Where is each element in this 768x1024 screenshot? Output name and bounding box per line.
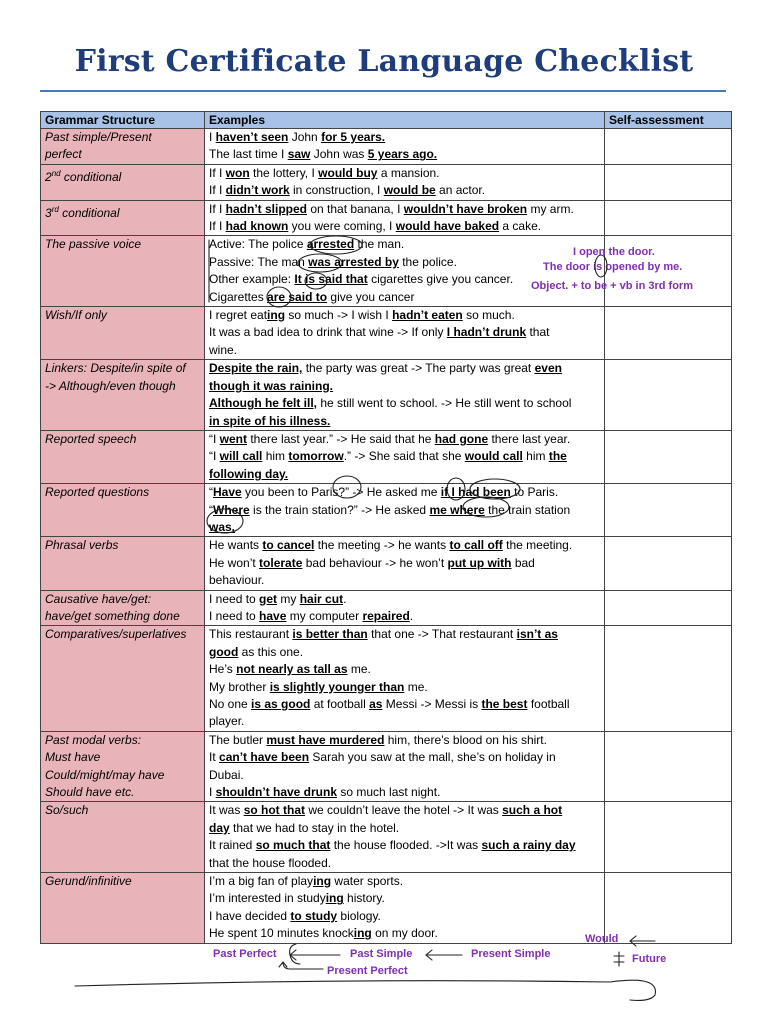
highlighted-structure: is slightly younger than — [269, 679, 405, 694]
example-text: “I — [209, 449, 220, 464]
example-text: “ — [209, 502, 213, 517]
example-text: bad — [511, 555, 535, 570]
example-text: Sarah you saw at the mall, she’s on holiday in — [309, 750, 556, 765]
example-text: Other example: — [209, 272, 295, 287]
highlighted-structure: arrested — [306, 237, 355, 252]
examples-cell — [205, 731, 605, 802]
example-line — [209, 324, 600, 341]
highlighted-structure: isn’t as — [516, 627, 558, 642]
highlighted-structure: would call — [464, 449, 523, 464]
annotation-past-simple: Past Simple — [350, 948, 413, 960]
example-text: If I — [209, 165, 226, 180]
grammar-structure-label: Gerund/infinitive — [45, 874, 132, 889]
highlighted-structure: ing — [325, 891, 344, 906]
example-text: the lottery, I — [249, 165, 319, 180]
highlighted-structure: would buy — [318, 165, 378, 180]
grammar-structure-cell — [41, 164, 205, 200]
table-row — [41, 731, 732, 802]
highlighted-structure: was arrested by — [308, 254, 399, 269]
example-text: on that banana, I — [307, 201, 404, 216]
table-row — [41, 164, 732, 200]
annotation-present-perfect: Present Perfect — [327, 965, 408, 977]
highlighted-structure: the — [548, 449, 567, 464]
highlighted-structure: following day. — [209, 466, 289, 481]
example-text: a mansion. — [377, 165, 440, 180]
example-text: No one — [209, 697, 252, 711]
example-text: the house flooded. ->It was — [330, 838, 482, 853]
highlighted-structure: must have murdered — [266, 732, 385, 747]
checklist-table — [40, 111, 732, 944]
example-text: John — [288, 130, 322, 144]
example-text: give you cancer — [327, 289, 415, 304]
example-line — [209, 378, 600, 395]
example-text: Dubai. — [209, 767, 244, 782]
examples-cell — [205, 802, 605, 873]
grammar-structure-label: 2nd conditional — [45, 168, 122, 184]
highlighted-structure: day — [209, 820, 230, 835]
grammar-structure-cell — [41, 802, 205, 873]
example-line — [209, 555, 600, 572]
examples-cell — [205, 200, 605, 236]
example-text: I’m interested in study — [209, 891, 326, 906]
grammar-structure-cell — [41, 307, 205, 360]
highlighted-structure: would be — [383, 183, 436, 198]
arrow-mark — [614, 952, 624, 966]
example-line — [209, 767, 600, 784]
example-text: you were coming, I — [288, 219, 396, 234]
example-text: a cake. — [499, 219, 542, 234]
example-line — [209, 360, 600, 377]
grammar-structure-label: Must have — [45, 750, 101, 765]
example-text: It was — [209, 803, 244, 818]
highlighted-structure: ing — [313, 874, 332, 889]
example-text: the man. — [354, 237, 405, 252]
example-text: bad behaviour -> he won’t — [302, 555, 448, 570]
example-line — [209, 519, 600, 536]
examples-cell — [205, 129, 605, 165]
example-text: It rained — [209, 838, 256, 853]
example-text: Passive: The man — [209, 254, 309, 269]
example-text: he still went to school. -> He still went to school — [317, 396, 572, 411]
example-line — [209, 608, 600, 625]
example-line — [209, 201, 600, 218]
highlighted-structure: tolerate — [259, 555, 303, 570]
example-text: behaviour. — [209, 573, 265, 588]
example-line — [209, 644, 600, 661]
example-text: me. — [347, 662, 371, 677]
example-text: “ — [209, 485, 213, 500]
highlighted-structure: went — [219, 431, 248, 446]
highlighted-structure: will call — [219, 449, 263, 464]
example-text: . — [343, 591, 347, 606]
example-text: I have decided — [209, 908, 291, 923]
example-line — [209, 448, 600, 465]
example-line — [209, 908, 600, 925]
self-assessment-cell[interactable] — [605, 360, 732, 431]
highlighted-structure: repaired — [362, 608, 410, 623]
example-line — [209, 591, 600, 608]
example-text: I need to — [209, 591, 260, 606]
highlighted-structure: Have — [213, 485, 242, 500]
page-title: First Certificate Language Checklist — [74, 44, 694, 79]
highlighted-structure: get — [259, 591, 278, 606]
table-row — [41, 537, 732, 590]
example-text: Cigarettes — [209, 289, 268, 304]
title-divider — [40, 90, 726, 92]
highlighted-structure: I hadn’t drunk — [446, 325, 527, 340]
highlighted-structure: though it was raining. — [209, 378, 333, 393]
highlighted-structure: tomorrow — [288, 449, 344, 464]
example-text: you been to Paris?” -> He asked me — [241, 485, 441, 500]
example-line — [209, 129, 600, 146]
self-assessment-cell[interactable] — [605, 590, 732, 626]
example-line — [209, 236, 600, 253]
example-text: on my door. — [371, 926, 438, 941]
grammar-structure-label: Phrasal verbs — [45, 538, 119, 553]
example-text: biology. — [337, 908, 381, 923]
example-text: in construction, I — [289, 183, 384, 198]
highlighted-structure: for 5 years. — [321, 130, 386, 144]
arrow-mark — [426, 950, 462, 960]
highlighted-structure: saw — [287, 147, 311, 162]
example-line — [209, 395, 600, 412]
grammar-structure-label: Should have etc. — [45, 785, 135, 800]
highlighted-structure: good — [209, 644, 239, 659]
examples-cell — [205, 307, 605, 360]
self-assessment-cell[interactable] — [605, 307, 732, 360]
example-text: He wants — [209, 538, 263, 553]
example-text: the meeting. — [502, 538, 573, 553]
example-text: the train station — [484, 502, 571, 517]
example-text: him, there’s blood on his shirt. — [384, 732, 547, 747]
highlighted-structure: if I had been — [440, 485, 511, 500]
example-line — [209, 254, 600, 271]
highlighted-structure: is as good — [251, 697, 311, 711]
highlighted-structure: won — [225, 165, 250, 180]
annotation-passive-1: I open the door. — [573, 246, 655, 258]
example-line — [209, 572, 600, 589]
example-text: me. — [404, 679, 428, 694]
example-text: I’m a big fan of play — [209, 874, 314, 889]
highlighted-structure: ing — [267, 308, 286, 323]
examples-cell — [205, 873, 605, 944]
highlighted-structure: the best — [481, 697, 528, 711]
example-line — [209, 537, 600, 554]
example-text: as this one. — [238, 644, 304, 659]
highlighted-structure: is better than — [292, 627, 368, 642]
grammar-structure-label: So/such — [45, 803, 89, 818]
example-text: water sports. — [331, 874, 404, 889]
example-text: Active: The police — [209, 237, 307, 252]
highlighted-structure: would have baked — [395, 219, 500, 234]
example-line — [209, 182, 600, 199]
example-text: If I — [209, 219, 226, 234]
table-row — [41, 590, 732, 626]
example-text: wine. — [209, 342, 238, 357]
annotation-present-simple: Present Simple — [471, 948, 551, 960]
example-text: at football — [310, 697, 370, 711]
self-assessment-cell[interactable] — [605, 164, 732, 200]
highlighted-structure: hadn’t slipped — [225, 201, 308, 216]
example-line — [209, 307, 600, 324]
example-text: He won’t — [209, 555, 260, 570]
grammar-structure-label: -> Although/even though — [45, 378, 176, 393]
highlighted-structure: can’t have been — [219, 750, 310, 765]
annotation-past-perfect: Past Perfect — [213, 948, 277, 960]
highlighted-structure: had known — [225, 219, 289, 234]
example-text: I — [209, 785, 216, 800]
grammar-structure-cell — [41, 236, 205, 307]
table-row — [41, 873, 732, 944]
highlighted-structure: me where — [429, 502, 485, 517]
grammar-structure-label: Wish/If only — [45, 308, 107, 323]
highlighted-structure: even — [534, 361, 562, 376]
examples-cell — [205, 590, 605, 626]
self-assessment-cell[interactable] — [605, 802, 732, 873]
examples-cell — [205, 430, 605, 483]
table-row — [41, 626, 732, 731]
timeline-line — [75, 981, 610, 986]
grammar-structure-label: Comparatives/superlatives — [45, 627, 187, 642]
highlighted-structure: put up with — [447, 555, 512, 570]
example-text: The butler — [209, 732, 267, 747]
self-assessment-cell[interactable] — [605, 873, 732, 944]
example-text: my arm. — [527, 201, 574, 216]
example-line — [209, 413, 600, 430]
example-text: cigarettes give you cancer. — [367, 272, 514, 287]
self-assessment-cell[interactable] — [605, 537, 732, 590]
example-text: football — [527, 697, 570, 711]
example-text: My brother — [209, 679, 270, 694]
example-line — [209, 679, 600, 696]
highlighted-structure: to call off — [449, 538, 503, 553]
example-text: there last year. — [488, 431, 571, 446]
example-text: It was a bad idea to drink that wine -> If only — [209, 325, 447, 340]
table-row — [41, 430, 732, 483]
highlighted-structure: didn’t work — [225, 183, 290, 198]
example-line — [209, 855, 600, 872]
highlighted-structure: shouldn’t have drunk — [215, 785, 338, 800]
highlighted-structure: haven’t seen — [215, 130, 289, 144]
highlighted-structure: was. — [209, 519, 236, 534]
highlighted-structure: Despite the rain, — [209, 361, 303, 376]
highlighted-structure: such a rainy day — [481, 838, 576, 853]
example-line — [209, 873, 600, 890]
highlighted-structure: to cancel — [262, 538, 315, 553]
table-row — [41, 360, 732, 431]
example-line — [209, 342, 600, 359]
highlighted-structure: not nearly as tall as — [236, 662, 348, 677]
annotation-passive-2: The door is opened by me. — [543, 261, 683, 273]
example-line — [209, 696, 600, 713]
example-line — [209, 466, 600, 483]
examples-cell — [205, 484, 605, 537]
example-text: It — [209, 750, 220, 765]
grammar-structure-label: The passive voice — [45, 237, 142, 252]
highlighted-structure: wouldn’t have broken — [403, 201, 528, 216]
example-line — [209, 165, 600, 182]
example-text: so much -> I wish I — [285, 308, 393, 323]
example-line — [209, 713, 600, 730]
highlighted-structure: in spite of his illness. — [209, 413, 331, 428]
example-line — [209, 802, 600, 819]
header-examples: Examples — [205, 112, 605, 129]
highlighted-structure: ing — [353, 926, 372, 941]
example-line — [209, 749, 600, 766]
example-line — [209, 502, 600, 519]
example-text: player. — [209, 714, 245, 729]
example-text: that we had to stay in the hotel. — [229, 820, 400, 835]
table-row — [41, 129, 732, 165]
grammar-structure-label: Reported speech — [45, 431, 137, 446]
self-assessment-cell[interactable] — [605, 626, 732, 731]
highlighted-structure: 5 years ago. — [367, 147, 438, 162]
self-assessment-cell[interactable] — [605, 430, 732, 483]
grammar-structure-label: Linkers: Despite/in spite of — [45, 361, 186, 376]
example-text: the meeting -> he wants — [314, 538, 450, 553]
example-text: him — [262, 449, 289, 464]
highlighted-structure: hair cut — [299, 591, 344, 606]
grammar-structure-cell — [41, 360, 205, 431]
annotation-future: Future — [632, 953, 667, 965]
example-text: I — [209, 130, 216, 144]
grammar-structure-cell — [41, 129, 205, 165]
grammar-structure-label: perfect — [45, 147, 82, 162]
example-text: there last year.” -> He said that he — [247, 431, 435, 446]
table-row — [41, 484, 732, 537]
example-line — [209, 484, 600, 501]
example-line — [209, 661, 600, 678]
grammar-structure-cell — [41, 537, 205, 590]
example-text: . — [409, 608, 414, 623]
table-row — [41, 307, 732, 360]
example-text: Messi -> Messi is — [382, 697, 482, 711]
self-assessment-cell[interactable] — [605, 484, 732, 537]
example-text: He’s — [209, 662, 237, 677]
grammar-structure-label: Past modal verbs: — [45, 732, 142, 747]
highlighted-structure: It is said that — [294, 272, 368, 287]
example-text: that the house flooded. — [209, 855, 332, 870]
example-text: is the train station?” -> He asked — [249, 502, 430, 517]
highlighted-structure: as — [369, 697, 383, 711]
example-line — [209, 837, 600, 854]
example-text: .” -> She said that she — [343, 449, 465, 464]
example-text: He spent 10 minutes knock — [209, 926, 354, 941]
grammar-structure-cell — [41, 200, 205, 236]
examples-cell — [205, 537, 605, 590]
example-text: so much. — [462, 308, 515, 323]
grammar-structure-cell — [41, 626, 205, 731]
arrow-mark — [279, 962, 323, 969]
example-text: him — [522, 449, 549, 464]
grammar-structure-label: Could/might/may have — [45, 767, 165, 782]
examples-cell — [205, 360, 605, 431]
grammar-structure-label: 3rd conditional — [45, 204, 120, 220]
highlighted-structure: Where — [213, 502, 250, 517]
example-text: If I — [209, 201, 226, 216]
self-assessment-cell[interactable] — [605, 731, 732, 802]
example-text: that one -> That restaurant — [367, 627, 517, 642]
grammar-structure-label: have/get something done — [45, 608, 180, 623]
table-header-row — [41, 112, 732, 129]
highlighted-structure: to study — [290, 908, 338, 923]
header-grammar-structure: Grammar Structure — [41, 112, 205, 129]
arrow-mark — [290, 950, 340, 960]
example-line — [209, 218, 600, 235]
self-assessment-cell[interactable] — [605, 129, 732, 165]
example-text: John was — [310, 147, 368, 162]
example-text: the party was great -> The party was great — [302, 361, 535, 376]
example-text: I need to — [209, 608, 260, 623]
highlighted-structure: such a hot — [502, 803, 563, 818]
example-text: to Paris. — [510, 485, 559, 500]
example-text: that — [526, 325, 550, 340]
table-row — [41, 802, 732, 873]
arrow-mark — [290, 944, 300, 964]
self-assessment-cell[interactable] — [605, 200, 732, 236]
highlighted-structure: hadn’t eaten — [392, 308, 463, 323]
example-text: an actor. — [435, 183, 486, 198]
grammar-structure-cell — [41, 731, 205, 802]
example-text: “I — [209, 431, 220, 446]
grammar-structure-cell — [41, 484, 205, 537]
examples-cell — [205, 164, 605, 200]
example-text: The last time I — [209, 147, 288, 162]
highlighted-structure: so much that — [255, 838, 331, 853]
timeline-line — [610, 980, 655, 1000]
header-self-assessment: Self-assessment — [605, 112, 732, 129]
highlighted-structure: are said to — [267, 289, 328, 304]
grammar-structure-cell — [41, 590, 205, 626]
example-text: my — [277, 591, 300, 606]
highlighted-structure: so hot that — [243, 803, 306, 818]
example-text: This restaurant — [209, 627, 293, 642]
example-text: If I — [209, 183, 226, 198]
example-text: the police. — [398, 254, 457, 269]
grammar-structure-label: Causative have/get: — [45, 591, 152, 606]
annotation-passive-3: Object. + to be + vb in 3rd form — [531, 280, 693, 292]
grammar-structure-label: Past simple/Present — [45, 130, 152, 144]
example-text: my computer — [286, 608, 363, 623]
example-line — [209, 925, 600, 942]
grammar-structure-cell — [41, 430, 205, 483]
example-text: so much last night. — [337, 785, 441, 800]
grammar-structure-label: Reported questions — [45, 485, 150, 500]
highlighted-structure: have — [259, 608, 287, 623]
grammar-structure-cell — [41, 873, 205, 944]
example-line — [209, 431, 600, 448]
highlighted-structure: Although he felt ill, — [209, 396, 317, 411]
annotation-would: Would — [585, 933, 619, 945]
highlighted-structure: had gone — [434, 431, 489, 446]
example-line — [209, 784, 600, 801]
example-line — [209, 732, 600, 749]
example-text: history. — [343, 891, 385, 906]
examples-cell — [205, 626, 605, 731]
example-text: we couldn’t leave the hotel -> It was — [305, 803, 503, 818]
example-text: I regret eat — [209, 308, 268, 323]
example-line — [209, 890, 600, 907]
table-row — [41, 200, 732, 236]
example-line — [209, 626, 600, 643]
example-line — [209, 146, 600, 163]
example-line — [209, 820, 600, 837]
